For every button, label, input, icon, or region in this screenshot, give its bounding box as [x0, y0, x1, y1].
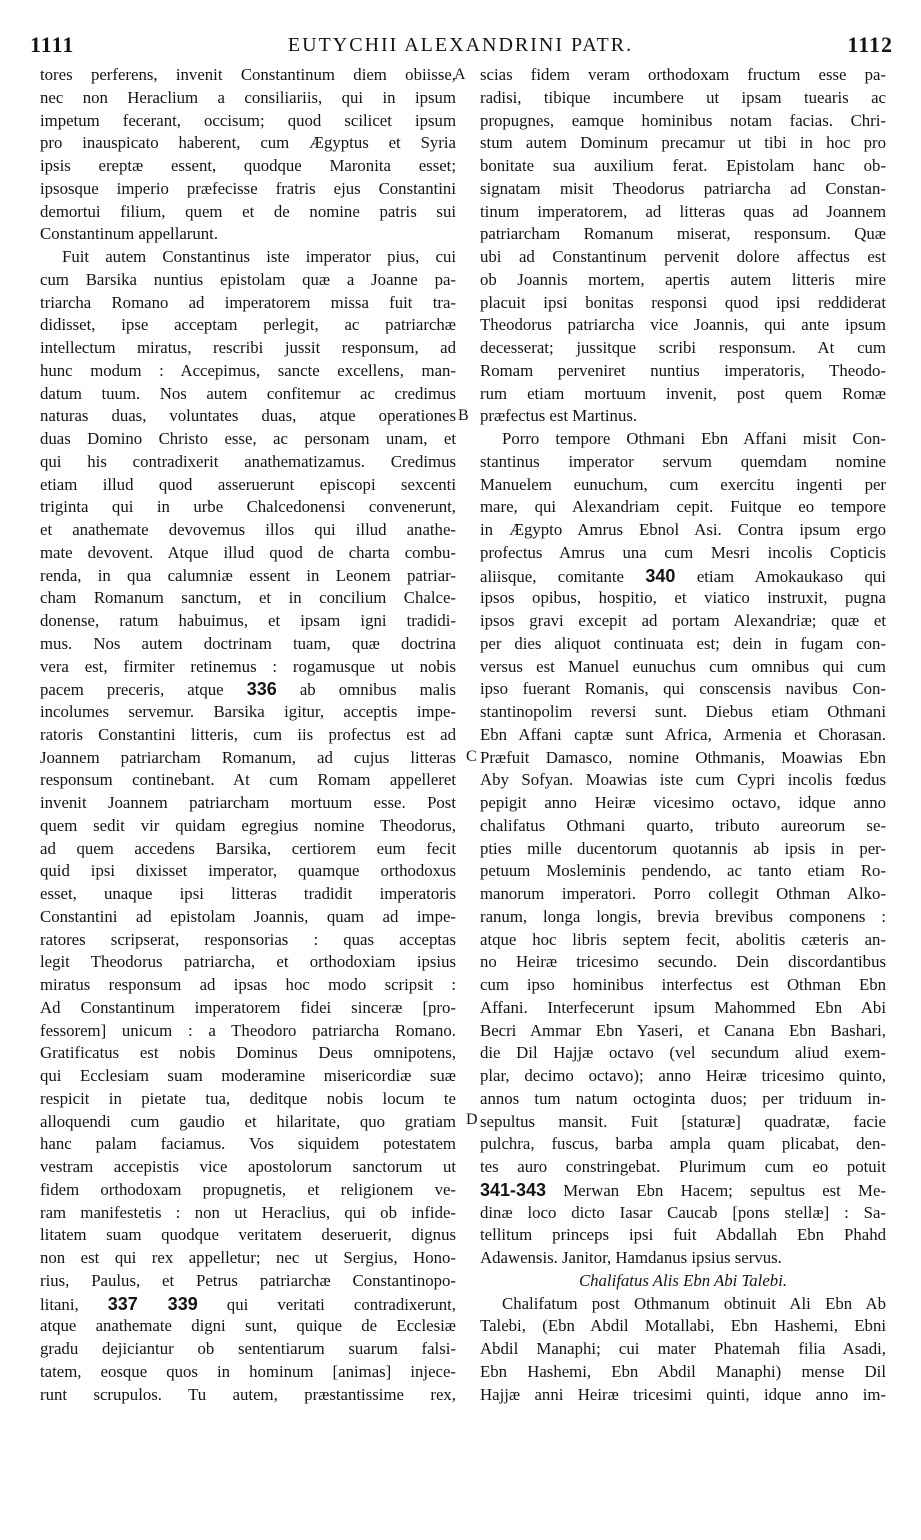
- text-line: Aby Sofyan. Moawias iste cum Cypri incolis fœdus: [480, 770, 886, 790]
- text-line: Gratificatus est nobis Dominus Deus omnipotens,: [40, 1043, 456, 1063]
- text-line: Præfuit Damasco, nomine Othmanis, Moawias Ebn: [480, 747, 886, 767]
- line-text: aliisque, comitante: [480, 566, 624, 586]
- text-line: ad quem accedens Barsika, certiorem eum fecit: [40, 838, 456, 858]
- text-line: petuum Mosleminis pendendo, ac tanto etiam Ro-: [480, 861, 886, 881]
- text-line: Romam perveniret nuntius imperatoris, Theodo-: [480, 360, 886, 380]
- text-line: demortui filium, quem et de nomine patris sui: [40, 201, 456, 221]
- text-line: ratores scripserat, responsorias : quas acceptas: [40, 929, 456, 949]
- text-line: ob Joannis mortem, apertis autem litteris mire: [480, 269, 886, 289]
- text-line: die Dil Hajjæ octavo (vel secundum aliud exem-: [480, 1043, 886, 1063]
- text-line: [480, 1179, 886, 1202]
- text-line: cum Barsika nuntius epistolam quæ a Joanne pa-: [40, 269, 456, 289]
- line-text: etiam Amokaukaso qui: [696, 566, 886, 586]
- text-line: qui Ecclesiam suam moderamine misericordiæ suæ: [40, 1066, 456, 1085]
- text-line: tes auro constringebat. Plurimum cum eo potuit: [480, 1157, 886, 1176]
- text-line: tellitum princeps ipsi fuit Abdallah Ebn Phahd: [480, 1225, 886, 1245]
- text-line: profectus Amrus una cum Mesri incolis Copticis: [480, 542, 886, 562]
- text-line: tores perferens, invenit Constantinum diem obiisse,: [40, 65, 456, 84]
- text-line: cum ipso hominibus interfectus est Othman Ebn: [480, 975, 886, 994]
- text-line: radisi, tibique incumbere ut ipsam tuearis ac: [480, 87, 886, 107]
- line-text: Merwan Ebn Hacem; sepultus est Me-: [563, 1180, 886, 1200]
- text-line: placuit ipsi bonitas responsi quod ipsi reddiderat: [480, 292, 886, 312]
- text-line: Constantinum appellarunt.: [40, 224, 219, 244]
- text-line: pties mille ducentorum quotannis ab ipsis in per-: [480, 838, 886, 858]
- text-line: tatem, eosque quos in hominum [animas] injece-: [40, 1361, 456, 1381]
- text-line: didisset, ipse acceptam perlegit, ac patriarchæ: [40, 315, 456, 335]
- text-line: triginta qui in urbe Chalcedonensi convenerunt,: [40, 497, 456, 517]
- text-line: mus. Nos autem doctrinam tuam, quæ doctrina: [40, 633, 456, 653]
- text-line: pro inauspicato haberent, cum Ægyptus et Syria: [40, 133, 456, 153]
- right-column: [480, 64, 886, 1406]
- text-line: ram manifestetis : non ut Heraclius, qui ob infide-: [40, 1202, 456, 1222]
- text-line: donense, ratum habuimus, et ipsam igni tradidi-: [40, 611, 456, 630]
- margin-letter-d: D: [466, 1111, 478, 1128]
- section-heading: Chalifatus Alis Ebn Abi Talebi.: [578, 1270, 788, 1290]
- text-line: dinæ loco dicto Iasar Caucab [pons stellæ] : Sa-: [480, 1202, 886, 1222]
- text-line: atque anathemate digni sunt, quique de Ecclesiæ: [40, 1316, 456, 1336]
- text-line: etiam illud quod asseruerunt episcopi sexcenti: [40, 474, 456, 494]
- text-line: cham Romanum sanctum, et in concilium Chalce-: [40, 588, 456, 608]
- text-line: et anathemate devovemus illos qui illud anathe-: [40, 520, 456, 539]
- text-line: ipsis ereptæ essent, quodque Maronita esset;: [40, 156, 456, 175]
- text-line: Ebn Hashemi, Ebn Abdil Manaphi) mense Dil: [480, 1361, 886, 1381]
- text-line: [40, 1293, 456, 1316]
- text-line: Theodorus patriarcha vice Joannis, qui ante ipsum: [480, 315, 886, 335]
- margin-letter-b: B: [458, 407, 469, 424]
- text-line: bonitate sua auxilium ferat. Epistolam hanc ob-: [480, 156, 886, 175]
- text-line: Porro tempore Othmani Ebn Affani misit Con-: [502, 429, 886, 448]
- text-line: stum autem Dominum precamur ut tibi in hoc pro: [480, 133, 886, 153]
- margin-letter-c: C: [466, 748, 477, 765]
- text-line: manorum imperatori. Porro collegit Othman Alko-: [480, 884, 886, 903]
- line-text: qui veritati contradixerunt,: [226, 1294, 456, 1314]
- text-line: Affani. Interfecerunt ipsum Mahommed Ebn Abi: [480, 997, 886, 1017]
- text-line: [480, 565, 886, 588]
- text-line: ipsosque imperio præfecisse fratris ejus Constantini: [40, 178, 456, 198]
- text-line: fidem orthodoxam propugnetis, et religionem ve-: [40, 1179, 456, 1199]
- text-line: Constantini ad epistolam Joannis, quam ad impe-: [40, 906, 456, 926]
- text-line: [40, 678, 456, 701]
- text-line: no Heiræ tricesimo secundo. Dein discordantibus: [480, 952, 886, 972]
- text-line: scias fidem veram orthodoxam fructum esse pa-: [480, 65, 886, 84]
- text-line: præfectus est Martinus.: [480, 406, 638, 426]
- text-line: quid ipsi dixisset imperator, quamque orthodoxus: [40, 861, 456, 881]
- marginal-page-ref: 337 339: [107, 1293, 198, 1314]
- text-line: Manuelem eunuchum, cum exercitu ingenti per: [480, 474, 886, 494]
- text-line: propugnes, eamque hominibus notam facias. Chri-: [480, 110, 886, 130]
- text-line: fessorem] unicum : a Theodoro patriarcha Romano.: [40, 1020, 456, 1040]
- text-line: quem sedit vir quidam egregius nomine Theodorus,: [40, 815, 456, 835]
- text-line: stantinus imperator servum quemdam nomine: [480, 451, 886, 471]
- text-line: decesserat; jussitque scribi responsum. At cum: [480, 338, 886, 357]
- left-column: [40, 64, 456, 1406]
- text-line: ipsos gravi excepit ad portam Alexandriæ; quæ et: [480, 611, 886, 630]
- text-line: datum tuum. Nos autem confitemur ac credimus: [40, 383, 456, 403]
- text-line: impetum fecerant, occisum; quod scilicet ipsum: [40, 110, 456, 130]
- text-line: pepigit anno Heiræ vicesimo octavo, idque anno: [480, 793, 886, 812]
- text-line: patriarcham Romanum miserat, responsum. Quæ: [480, 224, 886, 244]
- text-line: Chalifatum post Othmanum obtinuit Ali Ebn Ab: [502, 1293, 886, 1313]
- text-line: triarcha Romano ad imperatorem missa fuit tra-: [40, 292, 456, 312]
- marginal-page-ref: 340: [645, 565, 676, 586]
- text-line: annos tum natum octoginta duos; per triduum in-: [480, 1088, 886, 1108]
- text-line: mare, qui Alexandriam cepit. Fuitque eo tempore: [480, 497, 886, 517]
- text-line: mate devovent. Atque illud quod de charta combu-: [40, 542, 456, 562]
- text-line: ubi ad Constantinum pervenit dolore affectus est: [480, 247, 886, 266]
- text-line: rius, Paulus, et Petrus patriarchæ Constantinopo-: [40, 1270, 456, 1290]
- text-line: tinum imperatorem, ad litteras quas ad Joannem: [480, 201, 886, 221]
- text-line: Hajjæ anni Heiræ tricesimi quinti, idque anno im-: [480, 1384, 886, 1404]
- text-line: Becri Ammar Ebn Yaseri, et Canana Ebn Bashari,: [480, 1020, 886, 1040]
- text-line: Abdil Manaphi; cui mater Phatemah filia Asadi,: [480, 1339, 886, 1358]
- text-line: hunc modum : Accepimus, sancte excellens, man-: [40, 360, 456, 380]
- text-line: esset, unaque ipsi litteras tradidit imperatoris: [40, 884, 456, 903]
- text-line: invenit Joannem patriarcham mortuum esse. Post: [40, 793, 456, 812]
- text-line: responsum continebant. At cum Romam appelleret: [40, 770, 456, 790]
- text-line: pulchra, fuscus, barba ampla quam plicabat, den-: [480, 1134, 886, 1154]
- marginal-page-ref: 341-343: [480, 1179, 547, 1200]
- line-text: ab omnibus malis: [299, 680, 456, 700]
- line-text: litani,: [40, 1294, 79, 1314]
- right-page-number: 1112: [847, 32, 893, 57]
- text-line: Ebn Affani captæ sunt Africa, Armenia et Chorasan.: [480, 724, 886, 744]
- page-header: [0, 26, 921, 62]
- text-line: respicit in pietate tua, deditque nobis locum te: [40, 1088, 456, 1108]
- text-line: naturas duas, voluntates duas, atque operationes: [40, 406, 456, 426]
- text-line: incolumes servemur. Barsika igitur, acceptis impe-: [40, 702, 456, 721]
- text-line: intellectum miratus, rescribi jussit responsum, ad: [40, 338, 456, 357]
- text-line: duas Domino Christo esse, ac personam unam, et: [40, 429, 456, 448]
- text-line: per dies aliquot continuata est; dein in fugam con-: [480, 633, 886, 653]
- marginal-page-ref: 336: [246, 679, 277, 700]
- text-line: ipsos opibus, hospitio, et viatico instruxit, pugna: [480, 588, 886, 608]
- text-line: alloquendi cum gaudio et hilaritate, quo gratiam: [40, 1111, 456, 1131]
- text-line: versus est Manuel eunuchus cum omnibus qui cum: [480, 656, 886, 676]
- text-line: in Ægypto Amrus Ebnol Asi. Contra ipsum ergo: [480, 520, 886, 539]
- text-line: ipso fuerant Romanis, qui conscensis navibus Con-: [480, 679, 886, 699]
- text-line: runt scrupulos. Tu autem, præstantissime rex,: [40, 1384, 456, 1404]
- text-line: nec non Heraclium a consiliariis, qui in ipsum: [40, 87, 456, 107]
- text-line: atque hoc libris septem fecit, abolitis cæteris an-: [480, 929, 886, 949]
- text-line: litatem suam quodque veritatem deseruerit, dignus: [40, 1225, 456, 1245]
- text-line: hanc palam faciamus. Vos siquidem potestatem: [40, 1134, 456, 1154]
- text-line: signatam misit Theodorus patriarcha ad Constan-: [480, 178, 886, 198]
- text-line: Ad Constantinum imperatorem fidei sinceræ [pro-: [40, 997, 456, 1017]
- left-page-number: 1111: [30, 32, 75, 57]
- text-line: gradu dejiciantur ob sententiarum suarum falsi-: [40, 1339, 456, 1358]
- running-title: EUTYCHII ALEXANDRINI PATR.: [287, 34, 634, 56]
- text-line: plar, decimo octavo); anno Heiræ tricesimo quinto,: [480, 1066, 886, 1085]
- text-line: non est qui rex appelletur; nec ut Sergius, Hono-: [40, 1248, 456, 1267]
- text-line: Fuit autem Constantinus iste imperator pius, cui: [62, 247, 456, 266]
- text-line: chalifatus Othmani quarto, tributo aureorum se-: [480, 815, 886, 835]
- text-line: rum etiam mortuum invenit, post quem Romæ: [480, 383, 886, 403]
- text-line: vestram accepistis vice apostolorum sanctorum ut: [40, 1157, 456, 1176]
- text-line: Adawensis. Janitor, Hamdanus ipsius servus.: [480, 1248, 782, 1267]
- text-line: ranum, longa longis, brevia brevibus componens :: [480, 906, 886, 926]
- text-line: ratoris Constantini litteris, cum iis profectus est ad: [40, 724, 456, 744]
- text-line: Talebi, (Ebn Abdil Motallabi, Ebn Hashemi, Ebni: [480, 1316, 886, 1336]
- text-line: miratus responsum ad ipsas hoc modo scripsit :: [40, 975, 456, 994]
- text-line: stantinopolim reversi sunt. Diebus etiam Othmani: [480, 702, 886, 721]
- text-line: qui his contradixerit anathematizamus. Credimus: [40, 451, 456, 471]
- text-line: vera est, firmiter retinemus : rogamusque ut nobis: [40, 656, 456, 676]
- text-line: sepultus mansit. Fuit [staturæ] quadratæ, facie: [480, 1111, 886, 1131]
- line-text: pacem preceris, atque: [40, 680, 224, 700]
- text-line: Joannem patriarcham Romanum, ad cujus litteras: [40, 747, 456, 767]
- text-line: legit Theodorus patriarcha, et orthodoxiam ipsius: [40, 952, 456, 972]
- margin-letter-a: A: [454, 66, 466, 83]
- text-line: renda, in qua calumniæ essent in Leonem patriar-: [40, 565, 456, 585]
